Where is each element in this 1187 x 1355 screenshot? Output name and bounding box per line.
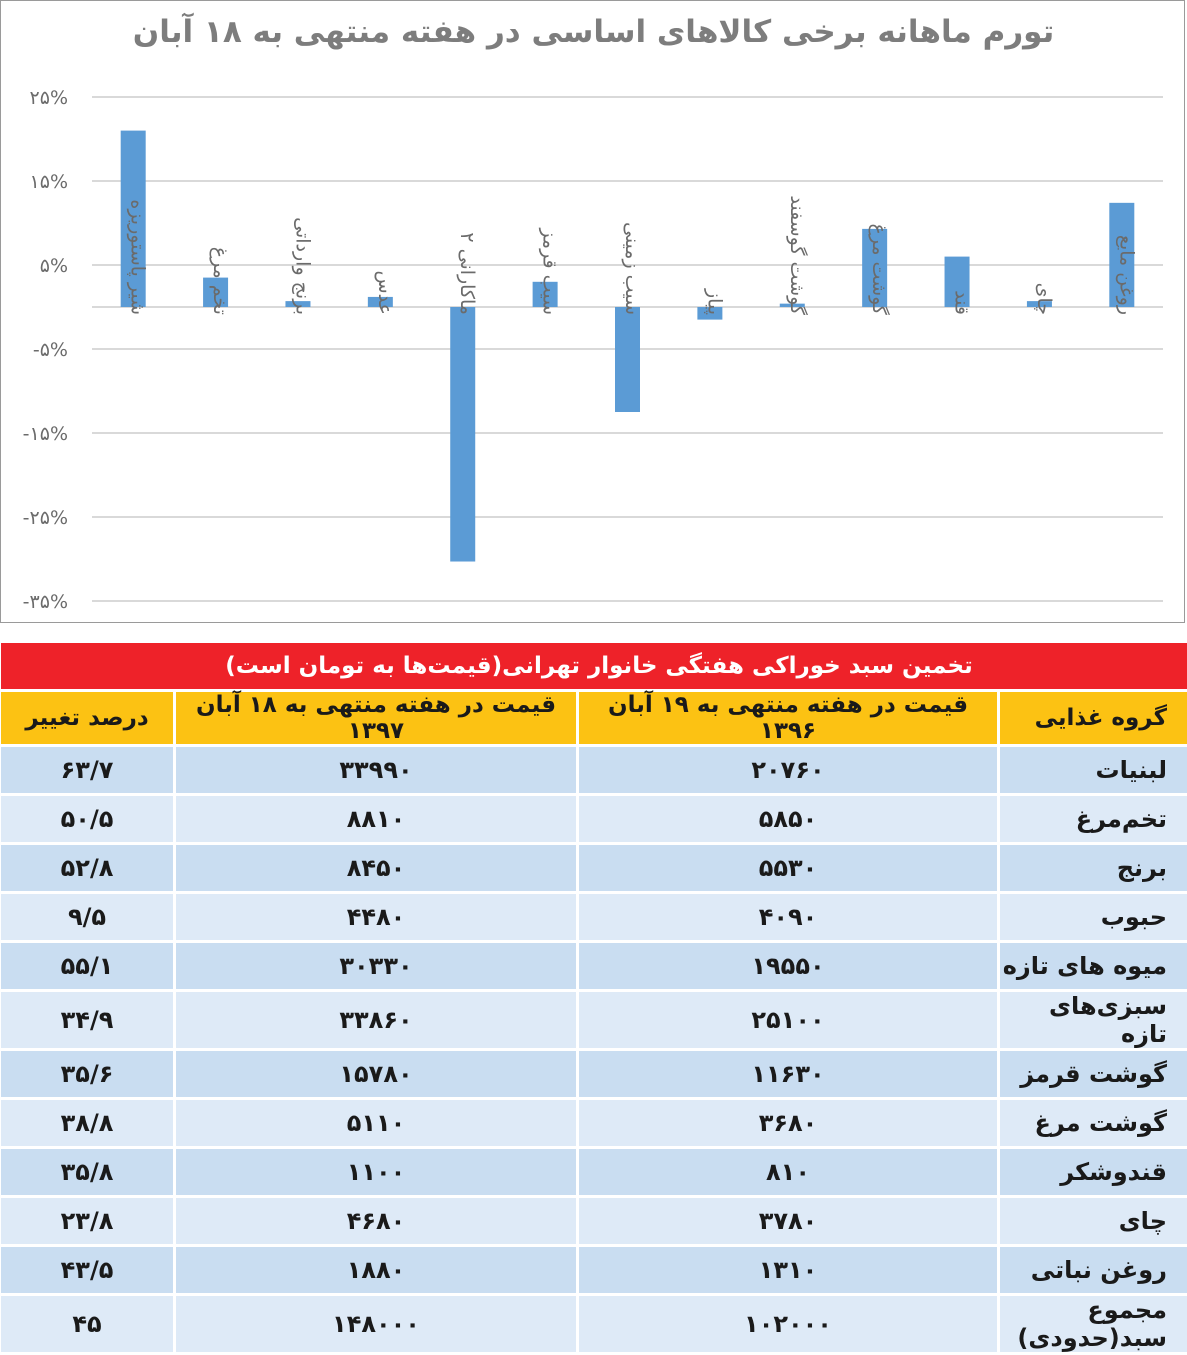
food-group-cell: چای	[1000, 1198, 1187, 1244]
y-tick-label: ۱۵%	[29, 171, 68, 193]
percent-change-cell: ۴۳/۵	[1, 1247, 173, 1293]
header-percent-change: درصد تغییر	[1, 692, 173, 744]
food-group-cell: حبوب	[1000, 894, 1187, 940]
bar-chart	[0, 0, 1187, 623]
category-label: گوشت گوسفند	[785, 195, 808, 315]
table-row	[1, 943, 1187, 989]
price-1397-cell: ۳۰۳۳۰	[176, 943, 576, 989]
percent-change-cell: ۳۵/۶	[1, 1051, 173, 1097]
percent-change-cell: ۹/۵	[1, 894, 173, 940]
price-1396-cell: ۲۰۷۶۰	[579, 747, 997, 793]
table-row	[1, 1149, 1187, 1195]
table-row	[1, 1296, 1187, 1352]
percent-change-cell: ۳۴/۹	[1, 992, 173, 1048]
y-tick-label: -۲۵%	[22, 507, 68, 529]
table-row	[1, 894, 1187, 940]
percent-change-cell: ۳۸/۸	[1, 1100, 173, 1146]
table-row	[1, 1198, 1187, 1244]
price-1396-cell: ۳۷۸۰	[579, 1198, 997, 1244]
price-1397-cell: ۱۱۰۰	[176, 1149, 576, 1195]
y-tick-label: -۱۵%	[22, 423, 68, 445]
category-label: تخم مرغ	[209, 246, 232, 315]
percent-change-cell: ۵۲/۸	[1, 845, 173, 891]
table-row	[1, 992, 1187, 1048]
category-label: ماکارانی ۲	[456, 232, 479, 315]
chart-title: تورم ماهانه برخی کالاهای اساسی در هفته منتهی به ۱۸ آبان	[132, 14, 1055, 50]
y-tick-label: ۲۵%	[29, 87, 68, 109]
header-food-group: گروه غذایی	[1000, 692, 1187, 744]
category-label: سیب قرمز	[538, 228, 561, 315]
table-row	[1, 747, 1187, 793]
y-tick-label: -۳۵%	[22, 591, 68, 613]
category-label: عدس	[373, 270, 396, 315]
price-1396-cell: ۳۶۸۰	[579, 1100, 997, 1146]
bar	[450, 307, 475, 562]
food-group-cell: سبزی‌های تازه	[1000, 992, 1187, 1048]
category-label: چای	[1032, 282, 1055, 315]
percent-change-cell: ۵۵/۱	[1, 943, 173, 989]
price-1396-cell: ۵۵۳۰	[579, 845, 997, 891]
percent-change-cell: ۴۵	[1, 1296, 173, 1352]
food-group-cell: لبنیات	[1000, 747, 1187, 793]
table-row	[1, 845, 1187, 891]
bar	[615, 307, 640, 412]
table-row	[1, 1247, 1187, 1293]
price-1397-cell: ۱۵۷۸۰	[176, 1051, 576, 1097]
category-label: قند	[950, 290, 973, 315]
price-1396-cell: ۱۹۵۵۰	[579, 943, 997, 989]
header-price-1397: قیمت در هفته منتهی به ۱۸ آبان ۱۳۹۷	[176, 692, 576, 744]
price-1397-cell: ۳۳۹۹۰	[176, 747, 576, 793]
percent-change-cell: ۵۰/۵	[1, 796, 173, 842]
table-row	[1, 1051, 1187, 1097]
category-label: روغن مایع	[1115, 234, 1138, 315]
price-1396-cell: ۲۵۱۰۰	[579, 992, 997, 1048]
price-1396-cell: ۱۰۲۰۰۰	[579, 1296, 997, 1352]
food-group-cell: تخم‌مرغ	[1000, 796, 1187, 842]
header-price-1396: قیمت در هفته منتهی به ۱۹ آبان ۱۳۹۶	[579, 692, 997, 744]
price-1397-cell: ۳۳۸۶۰	[176, 992, 576, 1048]
price-1397-cell: ۱۴۸۰۰۰	[176, 1296, 576, 1352]
category-label: پیاز	[703, 289, 726, 315]
price-1397-cell: ۸۴۵۰	[176, 845, 576, 891]
food-group-cell: قندوشکر	[1000, 1149, 1187, 1195]
price-1396-cell: ۸۱۰	[579, 1149, 997, 1195]
price-1396-cell: ۵۸۵۰	[579, 796, 997, 842]
food-group-cell: روغن نباتی	[1000, 1247, 1187, 1293]
table-row	[1, 1100, 1187, 1146]
food-basket-table	[0, 643, 1187, 1355]
food-group-cell: میوه های تازه	[1000, 943, 1187, 989]
category-label: برنج وارداتی	[291, 217, 314, 315]
y-tick-label: -۵%	[32, 339, 68, 361]
price-1397-cell: ۵۱۱۰	[176, 1100, 576, 1146]
price-1396-cell: ۴۰۹۰	[579, 894, 997, 940]
price-1396-cell: ۱۱۶۳۰	[579, 1051, 997, 1097]
price-1397-cell: ۱۸۸۰	[176, 1247, 576, 1293]
category-label: سیب زمینی	[621, 221, 643, 315]
table-title: تخمین سبد خوراکی هفتگی خانوار تهرانی(قیمت‌ها به تومان است)	[1, 643, 1187, 689]
price-1397-cell: ۴۶۸۰	[176, 1198, 576, 1244]
food-group-cell: برنج	[1000, 845, 1187, 891]
category-label: شیر پاستوریزه	[126, 199, 149, 315]
percent-change-cell: ۳۵/۸	[1, 1149, 173, 1195]
y-tick-label: ۵%	[39, 255, 68, 277]
food-group-cell: گوشت قرمز	[1000, 1051, 1187, 1097]
table-body	[1, 747, 1187, 1352]
food-group-cell: گوشت مرغ	[1000, 1100, 1187, 1146]
category-label: گوشت مرغ	[868, 223, 891, 315]
percent-change-cell: ۲۳/۸	[1, 1198, 173, 1244]
price-1396-cell: ۱۳۱۰	[579, 1247, 997, 1293]
price-1397-cell: ۸۸۱۰	[176, 796, 576, 842]
table-row	[1, 796, 1187, 842]
food-group-cell: مجموع سبد(حدودی)	[1000, 1296, 1187, 1352]
price-1397-cell: ۴۴۸۰	[176, 894, 576, 940]
percent-change-cell: ۶۳/۷	[1, 747, 173, 793]
